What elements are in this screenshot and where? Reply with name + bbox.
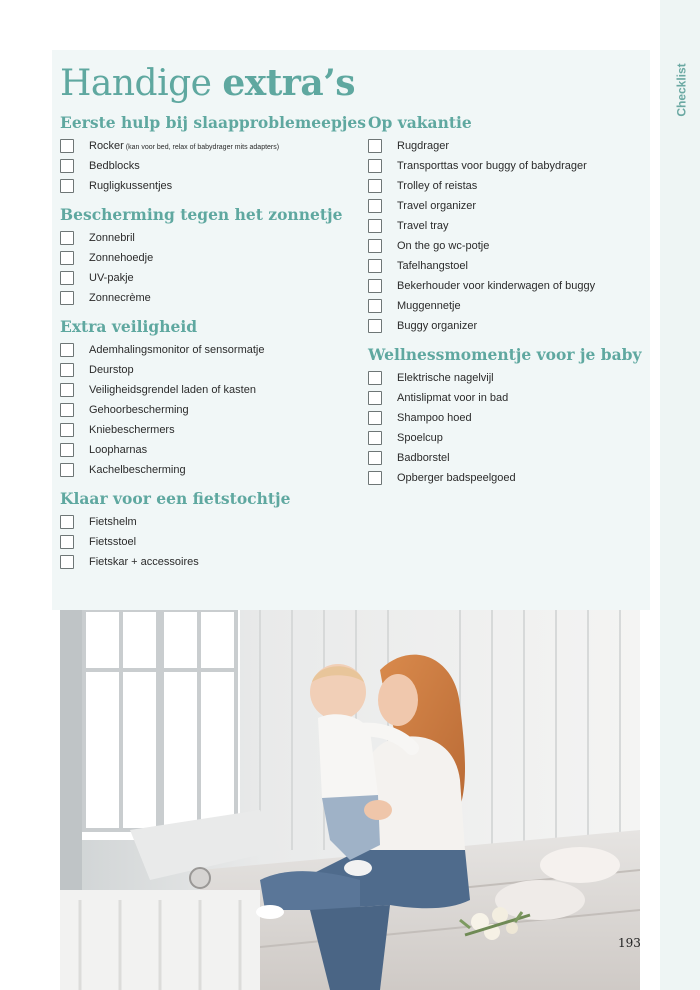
item-label-text: Loopharnas <box>89 444 148 456</box>
item-label <box>397 240 489 252</box>
item-label-text: UV-pakje <box>89 272 134 284</box>
checklist-item[interactable] <box>60 532 360 552</box>
checkbox[interactable] <box>368 219 382 233</box>
checklist-section <box>60 112 367 196</box>
section-title: Op vakantie <box>368 113 472 132</box>
checkbox[interactable] <box>368 199 382 213</box>
checkbox[interactable] <box>60 139 74 153</box>
page-title <box>60 62 355 104</box>
item-label <box>89 424 175 436</box>
side-strip <box>660 0 700 990</box>
item-note: (kan voor bed, relax of babydrager mits adapters) <box>123 144 280 151</box>
item-label-text: Travel organizer <box>397 200 477 212</box>
photo-mother-and-baby <box>60 610 640 990</box>
checklist-item[interactable] <box>60 228 360 248</box>
item-label-text: Zonnecrème <box>89 292 151 304</box>
item-label <box>397 140 449 152</box>
checklist-item[interactable] <box>60 380 360 400</box>
checklist-item[interactable] <box>368 136 648 156</box>
checklist-item[interactable] <box>368 156 648 176</box>
checklist-item[interactable] <box>368 428 648 448</box>
item-label <box>89 404 189 416</box>
item-label-text: Fietskar + accessoires <box>89 556 199 568</box>
item-label-text: Travel tray <box>397 220 449 232</box>
checkbox[interactable] <box>60 555 74 569</box>
checklist-section <box>60 204 360 308</box>
item-label-text: Rugdrager <box>397 140 449 152</box>
item-label-text: Gehoorbescherming <box>89 404 189 416</box>
item-label <box>89 516 137 528</box>
item-label <box>397 160 587 172</box>
checklist-item[interactable] <box>368 316 648 336</box>
checkbox[interactable] <box>368 431 382 445</box>
title-regular: Handige <box>60 63 223 104</box>
item-label <box>397 200 476 212</box>
checkbox[interactable] <box>368 451 382 465</box>
item-label-text: Ademhalingsmonitor of sensormatje <box>89 344 265 356</box>
checkbox[interactable] <box>60 271 74 285</box>
item-label-text: Bedblocks <box>89 160 140 172</box>
item-label-text: Fietshelm <box>89 516 137 528</box>
checkbox[interactable] <box>368 159 382 173</box>
item-label-text: Zonnehoedje <box>89 252 154 264</box>
section-gap <box>368 336 648 344</box>
checkbox[interactable] <box>368 259 382 273</box>
item-label-text: Zonnebril <box>89 232 135 244</box>
checklist-item[interactable] <box>368 448 648 468</box>
checklist-item[interactable] <box>60 156 360 176</box>
left-column <box>60 112 367 572</box>
item-label-text: Antislipmat voor in bad <box>397 392 509 404</box>
checkbox[interactable] <box>368 299 382 313</box>
section-gap <box>60 196 360 204</box>
item-label <box>89 364 134 376</box>
checkbox[interactable] <box>60 231 74 245</box>
item-label <box>89 344 264 356</box>
section-tab-label: Checklist <box>675 63 690 117</box>
checklist-item[interactable] <box>368 388 648 408</box>
checklist-item[interactable] <box>60 460 360 480</box>
checklist-item[interactable] <box>368 216 648 236</box>
item-label <box>89 292 151 304</box>
checklist-item[interactable] <box>60 512 360 532</box>
item-label-text: Rocker <box>89 140 124 152</box>
checkbox[interactable] <box>60 291 74 305</box>
checklist-item[interactable] <box>60 400 360 420</box>
checkbox[interactable] <box>368 319 382 333</box>
checklist-item[interactable] <box>368 256 648 276</box>
checklist-item[interactable] <box>60 440 360 460</box>
right-column <box>368 112 648 488</box>
item-label-text: Trolley of reistas <box>397 180 478 192</box>
checklist-section <box>60 488 360 572</box>
item-label-text: Shampoo hoed <box>397 412 472 424</box>
item-label-text: Rugligkussentjes <box>89 180 173 192</box>
item-label <box>397 260 468 272</box>
checklist-item[interactable] <box>60 248 360 268</box>
item-label <box>397 412 472 424</box>
checklist-item[interactable] <box>368 368 648 388</box>
item-label <box>89 180 172 192</box>
checklist-item[interactable] <box>368 296 648 316</box>
checklist-item[interactable] <box>60 288 360 308</box>
checkbox[interactable] <box>60 423 74 437</box>
checklist-item[interactable] <box>60 420 360 440</box>
checkbox[interactable] <box>368 179 382 193</box>
item-label <box>89 444 147 456</box>
item-label <box>89 140 279 152</box>
section-title: Extra veiligheid <box>60 317 198 336</box>
checklist-section <box>60 316 360 480</box>
item-label <box>89 536 136 548</box>
item-label <box>89 252 153 264</box>
item-label-text: Buggy organizer <box>397 320 478 332</box>
section-gap <box>60 308 360 316</box>
section-title: Wellnessmomentje voor je baby <box>368 345 642 364</box>
checklist-item[interactable] <box>368 176 648 196</box>
section-tab-checklist <box>672 60 692 120</box>
item-label-text: Opberger badspeelgoed <box>397 472 516 484</box>
checklist-item[interactable] <box>368 196 648 216</box>
item-label <box>397 392 508 404</box>
checkbox[interactable] <box>60 251 74 265</box>
item-label-text: Transporttas voor buggy of babydrager <box>397 160 587 172</box>
item-label <box>397 220 449 232</box>
checklist-item[interactable] <box>368 408 648 428</box>
item-label-text: Elektrische nagelvijl <box>397 372 494 384</box>
item-label-text: Kniebeschermers <box>89 424 175 436</box>
checkbox[interactable] <box>368 471 382 485</box>
checklist-item[interactable] <box>368 468 648 488</box>
checklist-section <box>368 344 648 488</box>
checkbox[interactable] <box>368 139 382 153</box>
item-label <box>397 432 443 444</box>
item-label-text: Bekerhouder voor kinderwagen of buggy <box>397 280 596 292</box>
item-label-text: Tafelhangstoel <box>397 260 468 272</box>
item-label-text: On the go wc-potje <box>397 240 490 252</box>
section-title: Eerste hulp bij slaapproblemeepjes <box>60 113 367 132</box>
item-label-text: Badborstel <box>397 452 450 464</box>
checkbox[interactable] <box>60 535 74 549</box>
item-label <box>89 272 134 284</box>
item-label <box>89 384 256 396</box>
checklist-item[interactable] <box>60 268 360 288</box>
checkbox[interactable] <box>60 179 74 193</box>
checkbox[interactable] <box>368 239 382 253</box>
item-label <box>397 300 461 312</box>
checkbox[interactable] <box>60 443 74 457</box>
item-label-text: Veiligheidsgrendel laden of kasten <box>89 384 256 396</box>
checkbox[interactable] <box>368 411 382 425</box>
checkbox[interactable] <box>60 159 74 173</box>
section-gap <box>60 480 360 488</box>
checkbox[interactable] <box>60 363 74 377</box>
item-label-text: Fietsstoel <box>89 536 137 548</box>
section-title: Klaar voor een fietstochtje <box>60 489 291 508</box>
checklist-item[interactable] <box>368 236 648 256</box>
checklist-item[interactable] <box>60 360 360 380</box>
item-label-text: Spoelcup <box>397 432 443 444</box>
item-label <box>89 464 186 476</box>
page-number: 193 <box>618 936 641 950</box>
title-bold: extra’s <box>222 62 355 104</box>
item-label <box>397 320 477 332</box>
checklist-item[interactable] <box>60 136 360 156</box>
checklist-item[interactable] <box>60 340 360 360</box>
section-title: Bescherming tegen het zonnetje <box>60 205 343 224</box>
checklist-section <box>368 112 648 336</box>
item-label-text: Muggennetje <box>397 300 461 312</box>
item-label-text: Deurstop <box>89 364 134 376</box>
checkbox[interactable] <box>368 371 382 385</box>
item-label <box>397 372 494 384</box>
checklist-item[interactable] <box>60 176 360 196</box>
checkbox[interactable] <box>60 403 74 417</box>
item-label <box>397 180 477 192</box>
checkbox[interactable] <box>60 463 74 477</box>
item-label <box>89 556 199 568</box>
item-label <box>397 452 450 464</box>
item-label <box>397 280 595 292</box>
item-label <box>397 472 516 484</box>
photo-illustration <box>60 610 640 990</box>
checkbox[interactable] <box>368 391 382 405</box>
checklist-item[interactable] <box>368 276 648 296</box>
checkbox[interactable] <box>368 279 382 293</box>
checkbox[interactable] <box>60 515 74 529</box>
item-label-text: Kachelbescherming <box>89 464 186 476</box>
checkbox[interactable] <box>60 383 74 397</box>
item-label <box>89 232 135 244</box>
checkbox[interactable] <box>60 343 74 357</box>
checklist-item[interactable] <box>60 552 360 572</box>
item-label <box>89 160 140 172</box>
